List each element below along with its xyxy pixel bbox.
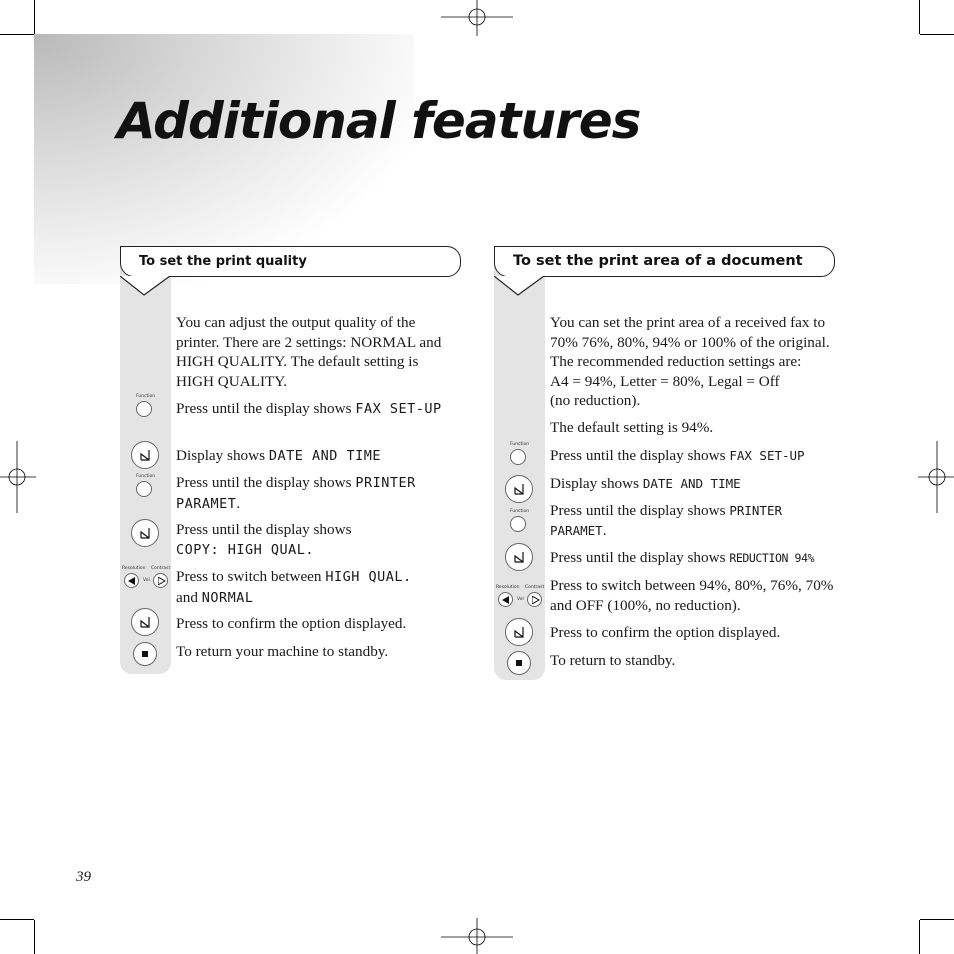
resolution-label: Resolution — [122, 566, 146, 571]
function-key-label: Function — [136, 394, 156, 399]
step-6: Press to confirm the option displayed. — [176, 615, 407, 632]
heading-pointer — [120, 276, 174, 298]
crop-mark — [920, 919, 954, 920]
step-5: Press to switch between 94%, 80%, 76%, 70% and OFF (100%, no reduction). — [550, 577, 834, 614]
ok-key[interactable] — [505, 543, 533, 571]
resolution-label: Resolution — [496, 585, 520, 590]
crop-mark — [34, 0, 35, 34]
crop-mark — [0, 919, 34, 920]
crop-mark — [920, 34, 954, 35]
print-area-panel — [494, 246, 835, 682]
ok-glyph-icon — [514, 551, 524, 563]
function-button-icon — [136, 481, 152, 497]
function-button-icon — [136, 401, 152, 417]
function-key-label: Function — [136, 474, 156, 479]
contrast-label: Contrast — [151, 566, 171, 571]
function-key[interactable] — [509, 509, 531, 535]
stop-key[interactable] — [507, 651, 531, 675]
ok-key[interactable] — [131, 441, 159, 469]
section-heading-box — [120, 246, 461, 277]
ok-key[interactable] — [505, 475, 533, 503]
step-6: Press to confirm the option displayed. — [550, 624, 781, 641]
lcd-text: PRINTER PARAMET — [176, 475, 416, 512]
function-key-label: Function — [510, 509, 530, 514]
function-key-label: Function — [510, 442, 530, 447]
stop-square-icon — [516, 660, 522, 666]
page-title: Additional features — [117, 92, 641, 150]
function-key[interactable] — [135, 394, 157, 420]
ok-glyph-icon — [140, 527, 150, 539]
ok-glyph-icon — [514, 626, 524, 638]
vol-label: Vol — [143, 578, 150, 583]
lcd-text: FAX SET-UP — [729, 448, 805, 463]
step-4: Press until the display shows REDUCTION 94% — [550, 549, 815, 566]
intro-text: You can adjust the output quality of the printer. There are 2 settings: NORMAL and HIGH QUALITY. The default setting is HIGH QUALITY. — [176, 314, 442, 390]
stop-square-icon — [142, 651, 148, 657]
step-3: Press until the display shows PRINTER PARAMET. — [550, 502, 782, 539]
function-key[interactable] — [509, 442, 531, 468]
ok-key[interactable] — [131, 519, 159, 547]
resolution-contrast-keys[interactable] — [122, 564, 170, 590]
resolution-contrast-keys[interactable] — [496, 583, 544, 609]
stop-key[interactable] — [133, 642, 157, 666]
step-1: Press until the display shows FAX SET-UP — [176, 400, 442, 417]
ok-glyph-icon — [140, 616, 150, 628]
left-arrow-icon — [498, 592, 513, 607]
function-button-icon — [510, 449, 526, 465]
page-number: 39 — [76, 869, 91, 885]
function-button-icon — [510, 516, 526, 532]
step-2: Display shows DATE AND TIME — [176, 447, 381, 464]
registration-mark-bottom — [441, 918, 513, 954]
step-3: Press until the display shows PRINTER PARAMET. — [176, 474, 416, 512]
right-arrow-icon — [527, 592, 542, 607]
section-heading-box — [494, 246, 835, 277]
step-7: To return your machine to standby. — [176, 643, 389, 660]
lcd-text: HIGH QUAL. — [325, 569, 412, 585]
registration-mark-top — [441, 0, 513, 36]
step-4: Press until the display shows COPY: HIGH QUAL. — [176, 521, 352, 558]
step-7: To return to standby. — [550, 652, 676, 669]
lcd-text: REDUCTION 94% — [729, 551, 815, 565]
print-quality-panel — [120, 246, 461, 676]
ok-glyph-icon — [140, 449, 150, 461]
function-key[interactable] — [135, 474, 157, 500]
step-1: Press until the display shows FAX SET-UP — [550, 447, 805, 464]
default-setting: The default setting is 94%. — [550, 419, 714, 436]
crop-mark — [919, 0, 920, 34]
ok-glyph-icon — [514, 483, 524, 495]
lcd-text: PRINTER PARAMET — [550, 503, 782, 538]
intro-text: You can set the print area of a received fax to 70% 76%, 80%, 94% or 100% of the original. The recommended reduction settings are: A4 = 94%, Letter = 80%, Legal = Off (no reduction). — [550, 314, 830, 409]
crop-mark — [0, 34, 34, 35]
lcd-text: DATE AND TIME — [642, 476, 741, 491]
step-2: Display shows DATE AND TIME — [550, 475, 741, 492]
contrast-label: Contrast — [525, 585, 545, 590]
lcd-text: COPY: HIGH QUAL. — [176, 541, 315, 558]
ok-key[interactable] — [131, 608, 159, 636]
ok-key[interactable] — [505, 618, 533, 646]
lcd-text: DATE AND TIME — [268, 448, 381, 464]
lcd-text: NORMAL — [201, 589, 254, 606]
left-arrow-icon — [124, 573, 139, 588]
section-heading: To set the print area of a document — [513, 253, 803, 269]
section-heading: To set the print quality — [139, 254, 307, 269]
heading-pointer — [494, 276, 548, 298]
right-arrow-icon — [153, 573, 168, 588]
registration-mark-right — [918, 441, 954, 513]
crop-mark — [34, 920, 35, 954]
lcd-text: FAX SET-UP — [355, 401, 442, 417]
registration-mark-left — [0, 441, 36, 513]
step-5: Press to switch between HIGH QUAL. and NORMAL — [176, 568, 412, 606]
vol-label: Vol — [517, 597, 524, 602]
crop-mark — [919, 920, 920, 954]
